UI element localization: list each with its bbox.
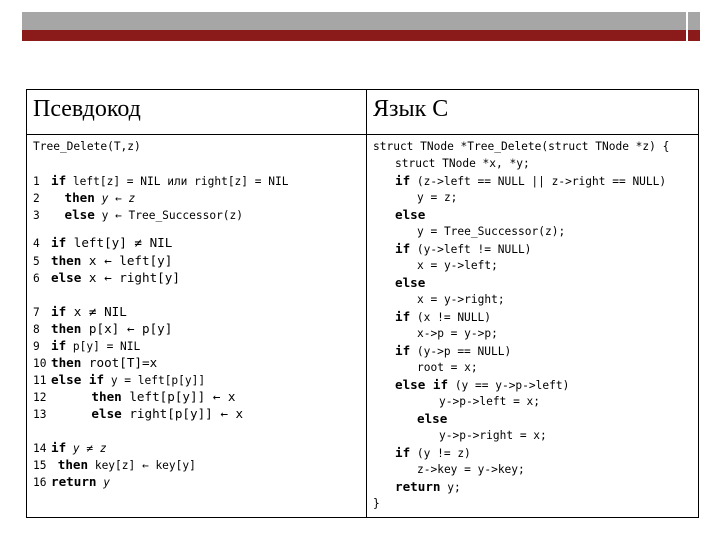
- c-code-block: [373, 138, 695, 514]
- c-line: else if (y == y->p->left): [395, 377, 570, 392]
- c-line: return y;: [395, 479, 461, 494]
- title-bar-gray-right: [688, 12, 700, 30]
- pseudo-line: 14 if y ≠ z: [33, 440, 107, 455]
- pseudo-line: 12 then left[p[y]] ← x: [33, 389, 236, 404]
- pseudo-line: 7 if x ≠ NIL: [33, 304, 127, 319]
- pseudo-title: Tree_Delete(T,z): [33, 140, 141, 153]
- pseudo-line: 3 else y ← Tree_Successor(z): [33, 207, 244, 222]
- c-line: }: [373, 497, 380, 510]
- c-line: y->p->right = x;: [439, 429, 547, 442]
- c-line: y = Tree_Successor(z);: [417, 225, 566, 238]
- header-pseudocode: Псевдокод: [33, 96, 141, 122]
- pseudo-line: 9 if p[y] = NIL: [33, 338, 141, 353]
- pseudo-line: 13 else right[p[y]] ← x: [33, 406, 244, 421]
- pseudo-line: 8 then p[x] ← p[y]: [33, 321, 173, 336]
- header-divider: [27, 134, 698, 135]
- c-line: root = x;: [417, 361, 478, 374]
- c-line: x = y->right;: [417, 293, 505, 306]
- title-bar-red-right: [688, 30, 700, 41]
- c-line: struct TNode *x, *y;: [395, 157, 530, 170]
- c-line: if (y != z): [395, 445, 471, 460]
- c-line: if (y->p == NULL): [395, 343, 512, 358]
- pseudo-line: 4 if left[y] ≠ NIL: [33, 235, 173, 250]
- pseudo-line: 2 then y ← z: [33, 190, 136, 205]
- c-line: z->key = y->key;: [417, 463, 525, 476]
- c-line: x->p = y->p;: [417, 327, 498, 340]
- pseudo-line: 6 else x ← right[y]: [33, 270, 180, 285]
- c-line: if (x != NULL): [395, 309, 491, 324]
- c-line: if (z->left == NULL || z->right == NULL): [395, 173, 667, 188]
- pseudocode-block: [33, 138, 363, 514]
- title-bar-red: [22, 30, 686, 41]
- title-bar-gray: [22, 12, 686, 30]
- comparison-table: [26, 89, 699, 518]
- pseudo-line: 1 if left[z] = NIL или right[z] = NIL: [33, 173, 289, 188]
- pseudo-line: 11 else if y = left[p[y]]: [33, 372, 206, 387]
- pseudo-line: 10 then root[T]=x: [33, 355, 158, 370]
- c-line: else: [395, 275, 426, 290]
- header-c-language: Язык С: [373, 96, 449, 122]
- c-line: else: [417, 411, 448, 426]
- pseudo-line: 16 return y: [33, 474, 110, 489]
- c-line: if (y->left != NULL): [395, 241, 532, 256]
- c-line: x = y->left;: [417, 259, 498, 272]
- pseudo-line: 5 then x ← left[y]: [33, 253, 173, 268]
- c-line: y = z;: [417, 191, 458, 204]
- c-line: else: [395, 207, 426, 222]
- pseudo-line: 15 then key[z] ← key[y]: [33, 457, 196, 472]
- c-line: y->p->left = x;: [439, 395, 541, 408]
- column-divider: [366, 90, 367, 517]
- c-line: struct TNode *Tree_Delete(struct TNode *z) {: [373, 140, 670, 153]
